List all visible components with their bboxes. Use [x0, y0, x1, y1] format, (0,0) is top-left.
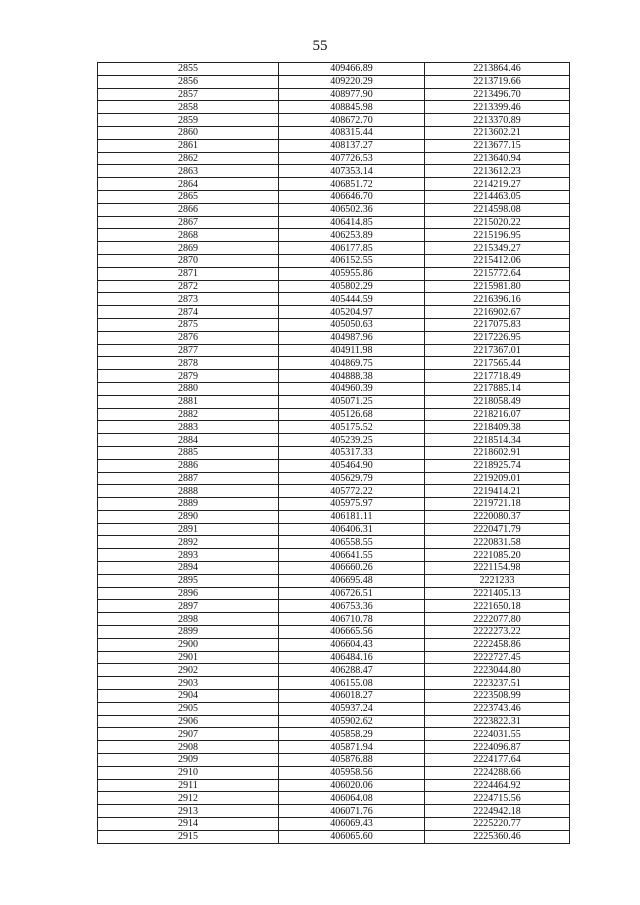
- table-row: [98, 562, 570, 575]
- point-number-cell: 2903: [98, 677, 279, 690]
- x-coordinate-cell: 405204.97: [279, 306, 425, 319]
- point-number-cell: 2860: [98, 126, 279, 139]
- x-coordinate-cell: 406753.36: [279, 600, 425, 613]
- point-number-cell: 2895: [98, 574, 279, 587]
- y-coordinate-cell: 2220080.37: [425, 510, 570, 523]
- table-row: [98, 267, 570, 280]
- table-row: [98, 190, 570, 203]
- point-number-cell: 2878: [98, 357, 279, 370]
- x-coordinate-cell: 406641.55: [279, 549, 425, 562]
- point-number-cell: 2870: [98, 254, 279, 267]
- y-coordinate-cell: 2213370.89: [425, 114, 570, 127]
- x-coordinate-cell: 406558.55: [279, 536, 425, 549]
- y-coordinate-cell: 2216396.16: [425, 293, 570, 306]
- point-number-cell: 2889: [98, 498, 279, 511]
- y-coordinate-cell: 2213399.46: [425, 101, 570, 114]
- y-coordinate-cell: 2217565.44: [425, 357, 570, 370]
- table-row: [98, 613, 570, 626]
- x-coordinate-cell: 405871.94: [279, 741, 425, 754]
- table-row: [98, 126, 570, 139]
- x-coordinate-cell: 409466.89: [279, 63, 425, 76]
- table-row: [98, 331, 570, 344]
- x-coordinate-cell: 408137.27: [279, 139, 425, 152]
- x-coordinate-cell: 404869.75: [279, 357, 425, 370]
- y-coordinate-cell: 2213677.15: [425, 139, 570, 152]
- point-number-cell: 2883: [98, 421, 279, 434]
- x-coordinate-cell: 406726.51: [279, 587, 425, 600]
- table-row: [98, 677, 570, 690]
- y-coordinate-cell: 2223044.80: [425, 664, 570, 677]
- y-coordinate-cell: 2218925.74: [425, 459, 570, 472]
- point-number-cell: 2855: [98, 63, 279, 76]
- y-coordinate-cell: 2215196.95: [425, 229, 570, 242]
- x-coordinate-cell: 406071.76: [279, 805, 425, 818]
- x-coordinate-cell: 405772.22: [279, 485, 425, 498]
- y-coordinate-cell: 2213864.46: [425, 63, 570, 76]
- x-coordinate-cell: 406253.89: [279, 229, 425, 242]
- table-row: [98, 485, 570, 498]
- y-coordinate-cell: 2213640.94: [425, 152, 570, 165]
- point-number-cell: 2913: [98, 805, 279, 818]
- x-coordinate-cell: 405444.59: [279, 293, 425, 306]
- table-row: [98, 728, 570, 741]
- x-coordinate-cell: 406065.60: [279, 830, 425, 843]
- y-coordinate-cell: 2224096.87: [425, 741, 570, 754]
- point-number-cell: 2861: [98, 139, 279, 152]
- table-row: [98, 165, 570, 178]
- x-coordinate-cell: 405858.29: [279, 728, 425, 741]
- point-number-cell: 2891: [98, 523, 279, 536]
- point-number-cell: 2858: [98, 101, 279, 114]
- y-coordinate-cell: 2215020.22: [425, 216, 570, 229]
- table-row: [98, 510, 570, 523]
- y-coordinate-cell: 2223237.51: [425, 677, 570, 690]
- table-row: [98, 75, 570, 88]
- x-coordinate-cell: 406695.48: [279, 574, 425, 587]
- x-coordinate-cell: 407726.53: [279, 152, 425, 165]
- point-number-cell: 2900: [98, 638, 279, 651]
- x-coordinate-cell: 405902.62: [279, 715, 425, 728]
- table-row: [98, 370, 570, 383]
- table-row: [98, 498, 570, 511]
- table-row: [98, 203, 570, 216]
- y-coordinate-cell: 2214219.27: [425, 178, 570, 191]
- y-coordinate-cell: 2215981.80: [425, 280, 570, 293]
- point-number-cell: 2881: [98, 395, 279, 408]
- table-row: [98, 318, 570, 331]
- x-coordinate-cell: 409220.29: [279, 75, 425, 88]
- x-coordinate-cell: 405958.56: [279, 766, 425, 779]
- y-coordinate-cell: 2215349.27: [425, 242, 570, 255]
- point-number-cell: 2890: [98, 510, 279, 523]
- y-coordinate-cell: 2217226.95: [425, 331, 570, 344]
- y-coordinate-cell: 2217885.14: [425, 382, 570, 395]
- x-coordinate-cell: 405975.97: [279, 498, 425, 511]
- table-row: [98, 805, 570, 818]
- table-row: [98, 830, 570, 843]
- point-number-cell: 2915: [98, 830, 279, 843]
- page-number: 55: [312, 38, 328, 54]
- x-coordinate-cell: 406406.31: [279, 523, 425, 536]
- y-coordinate-cell: 2223822.31: [425, 715, 570, 728]
- point-number-cell: 2867: [98, 216, 279, 229]
- point-number-cell: 2882: [98, 408, 279, 421]
- table-row: [98, 63, 570, 76]
- y-coordinate-cell: 2223743.46: [425, 702, 570, 715]
- point-number-cell: 2906: [98, 715, 279, 728]
- y-coordinate-cell: 2222273.22: [425, 626, 570, 639]
- x-coordinate-cell: 408672.70: [279, 114, 425, 127]
- point-number-cell: 2859: [98, 114, 279, 127]
- y-coordinate-cell: 2217718.49: [425, 370, 570, 383]
- x-coordinate-cell: 406414.85: [279, 216, 425, 229]
- table-row: [98, 664, 570, 677]
- coordinates-table-body: [98, 63, 570, 844]
- y-coordinate-cell: 2221650.18: [425, 600, 570, 613]
- table-row: [98, 395, 570, 408]
- point-number-cell: 2894: [98, 562, 279, 575]
- x-coordinate-cell: 405937.24: [279, 702, 425, 715]
- point-number-cell: 2910: [98, 766, 279, 779]
- y-coordinate-cell: 2218409.38: [425, 421, 570, 434]
- table-row: [98, 626, 570, 639]
- table-row: [98, 741, 570, 754]
- point-number-cell: 2864: [98, 178, 279, 191]
- point-number-cell: 2911: [98, 779, 279, 792]
- table-row: [98, 549, 570, 562]
- coordinates-table-container: [97, 62, 569, 844]
- table-row: [98, 242, 570, 255]
- table-row: [98, 280, 570, 293]
- point-number-cell: 2893: [98, 549, 279, 562]
- x-coordinate-cell: 408845.98: [279, 101, 425, 114]
- point-number-cell: 2892: [98, 536, 279, 549]
- point-number-cell: 2887: [98, 472, 279, 485]
- table-row: [98, 216, 570, 229]
- y-coordinate-cell: 2221154.98: [425, 562, 570, 575]
- y-coordinate-cell: 2225220.77: [425, 818, 570, 831]
- y-coordinate-cell: 2221233: [425, 574, 570, 587]
- point-number-cell: 2908: [98, 741, 279, 754]
- table-row: [98, 88, 570, 101]
- y-coordinate-cell: 2219209.01: [425, 472, 570, 485]
- x-coordinate-cell: 406502.36: [279, 203, 425, 216]
- x-coordinate-cell: 408315.44: [279, 126, 425, 139]
- x-coordinate-cell: 405050.63: [279, 318, 425, 331]
- table-row: [98, 254, 570, 267]
- x-coordinate-cell: 405126.68: [279, 408, 425, 421]
- point-number-cell: 2869: [98, 242, 279, 255]
- y-coordinate-cell: 2215412.06: [425, 254, 570, 267]
- table-row: [98, 408, 570, 421]
- point-number-cell: 2897: [98, 600, 279, 613]
- x-coordinate-cell: 406020.06: [279, 779, 425, 792]
- table-row: [98, 229, 570, 242]
- point-number-cell: 2857: [98, 88, 279, 101]
- y-coordinate-cell: 2224715.56: [425, 792, 570, 805]
- table-row: [98, 638, 570, 651]
- point-number-cell: 2907: [98, 728, 279, 741]
- point-number-cell: 2912: [98, 792, 279, 805]
- point-number-cell: 2902: [98, 664, 279, 677]
- x-coordinate-cell: 408977.90: [279, 88, 425, 101]
- x-coordinate-cell: 406710.78: [279, 613, 425, 626]
- x-coordinate-cell: 405629.79: [279, 472, 425, 485]
- x-coordinate-cell: 406665.56: [279, 626, 425, 639]
- y-coordinate-cell: 2224288.66: [425, 766, 570, 779]
- table-row: [98, 344, 570, 357]
- table-row: [98, 293, 570, 306]
- y-coordinate-cell: 2217367.01: [425, 344, 570, 357]
- point-number-cell: 2888: [98, 485, 279, 498]
- table-row: [98, 446, 570, 459]
- point-number-cell: 2856: [98, 75, 279, 88]
- x-coordinate-cell: 404888.38: [279, 370, 425, 383]
- point-number-cell: 2875: [98, 318, 279, 331]
- coordinates-table: [97, 62, 570, 844]
- x-coordinate-cell: 405317.33: [279, 446, 425, 459]
- x-coordinate-cell: 406018.27: [279, 690, 425, 703]
- y-coordinate-cell: 2223508.99: [425, 690, 570, 703]
- table-row: [98, 357, 570, 370]
- y-coordinate-cell: 2214463.05: [425, 190, 570, 203]
- point-number-cell: 2884: [98, 434, 279, 447]
- table-row: [98, 306, 570, 319]
- y-coordinate-cell: 2224031.55: [425, 728, 570, 741]
- x-coordinate-cell: 405802.29: [279, 280, 425, 293]
- y-coordinate-cell: 2219414.21: [425, 485, 570, 498]
- x-coordinate-cell: 406660.26: [279, 562, 425, 575]
- table-row: [98, 536, 570, 549]
- y-coordinate-cell: 2215772.64: [425, 267, 570, 280]
- y-coordinate-cell: 2220831.58: [425, 536, 570, 549]
- y-coordinate-cell: 2218514.34: [425, 434, 570, 447]
- table-row: [98, 421, 570, 434]
- table-row: [98, 702, 570, 715]
- y-coordinate-cell: 2225360.46: [425, 830, 570, 843]
- x-coordinate-cell: 407353.14: [279, 165, 425, 178]
- y-coordinate-cell: 2222727.45: [425, 651, 570, 664]
- point-number-cell: 2868: [98, 229, 279, 242]
- table-row: [98, 574, 570, 587]
- y-coordinate-cell: 2220471.79: [425, 523, 570, 536]
- table-row: [98, 114, 570, 127]
- table-row: [98, 178, 570, 191]
- x-coordinate-cell: 404987.96: [279, 331, 425, 344]
- point-number-cell: 2866: [98, 203, 279, 216]
- y-coordinate-cell: 2222077.80: [425, 613, 570, 626]
- table-row: [98, 382, 570, 395]
- x-coordinate-cell: 406646.70: [279, 190, 425, 203]
- y-coordinate-cell: 2213719.66: [425, 75, 570, 88]
- point-number-cell: 2901: [98, 651, 279, 664]
- table-row: [98, 587, 570, 600]
- x-coordinate-cell: 406069.43: [279, 818, 425, 831]
- point-number-cell: 2904: [98, 690, 279, 703]
- table-row: [98, 101, 570, 114]
- x-coordinate-cell: 405876.88: [279, 754, 425, 767]
- y-coordinate-cell: 2221085.20: [425, 549, 570, 562]
- x-coordinate-cell: 406064.08: [279, 792, 425, 805]
- point-number-cell: 2873: [98, 293, 279, 306]
- y-coordinate-cell: 2213612.23: [425, 165, 570, 178]
- y-coordinate-cell: 2221405.13: [425, 587, 570, 600]
- point-number-cell: 2879: [98, 370, 279, 383]
- point-number-cell: 2886: [98, 459, 279, 472]
- y-coordinate-cell: 2219721.18: [425, 498, 570, 511]
- x-coordinate-cell: 406288.47: [279, 664, 425, 677]
- point-number-cell: 2863: [98, 165, 279, 178]
- y-coordinate-cell: 2213496.70: [425, 88, 570, 101]
- point-number-cell: 2876: [98, 331, 279, 344]
- table-row: [98, 434, 570, 447]
- point-number-cell: 2885: [98, 446, 279, 459]
- point-number-cell: 2865: [98, 190, 279, 203]
- table-row: [98, 766, 570, 779]
- point-number-cell: 2898: [98, 613, 279, 626]
- point-number-cell: 2877: [98, 344, 279, 357]
- point-number-cell: 2871: [98, 267, 279, 280]
- table-row: [98, 139, 570, 152]
- table-row: [98, 600, 570, 613]
- table-row: [98, 152, 570, 165]
- x-coordinate-cell: 404911.98: [279, 344, 425, 357]
- y-coordinate-cell: 2217075.83: [425, 318, 570, 331]
- table-row: [98, 651, 570, 664]
- table-row: [98, 690, 570, 703]
- y-coordinate-cell: 2224942.18: [425, 805, 570, 818]
- y-coordinate-cell: 2218216.07: [425, 408, 570, 421]
- y-coordinate-cell: 2218058.49: [425, 395, 570, 408]
- x-coordinate-cell: 406152.55: [279, 254, 425, 267]
- y-coordinate-cell: 2218602.91: [425, 446, 570, 459]
- point-number-cell: 2880: [98, 382, 279, 395]
- point-number-cell: 2914: [98, 818, 279, 831]
- point-number-cell: 2872: [98, 280, 279, 293]
- x-coordinate-cell: 406604.43: [279, 638, 425, 651]
- x-coordinate-cell: 406155.08: [279, 677, 425, 690]
- point-number-cell: 2899: [98, 626, 279, 639]
- table-row: [98, 459, 570, 472]
- y-coordinate-cell: 2216902.67: [425, 306, 570, 319]
- point-number-cell: 2896: [98, 587, 279, 600]
- point-number-cell: 2905: [98, 702, 279, 715]
- table-row: [98, 523, 570, 536]
- y-coordinate-cell: 2224464.92: [425, 779, 570, 792]
- y-coordinate-cell: 2213602.21: [425, 126, 570, 139]
- point-number-cell: 2862: [98, 152, 279, 165]
- y-coordinate-cell: 2224177.64: [425, 754, 570, 767]
- table-row: [98, 779, 570, 792]
- x-coordinate-cell: 406177.85: [279, 242, 425, 255]
- x-coordinate-cell: 405175.52: [279, 421, 425, 434]
- x-coordinate-cell: 405071.25: [279, 395, 425, 408]
- x-coordinate-cell: 405955.86: [279, 267, 425, 280]
- table-row: [98, 792, 570, 805]
- x-coordinate-cell: 405464.90: [279, 459, 425, 472]
- y-coordinate-cell: 2222458.86: [425, 638, 570, 651]
- table-row: [98, 715, 570, 728]
- x-coordinate-cell: 404960.39: [279, 382, 425, 395]
- x-coordinate-cell: 405239.25: [279, 434, 425, 447]
- table-row: [98, 754, 570, 767]
- table-row: [98, 818, 570, 831]
- x-coordinate-cell: 406851.72: [279, 178, 425, 191]
- table-row: [98, 472, 570, 485]
- y-coordinate-cell: 2214598.08: [425, 203, 570, 216]
- x-coordinate-cell: 406484.16: [279, 651, 425, 664]
- point-number-cell: 2909: [98, 754, 279, 767]
- point-number-cell: 2874: [98, 306, 279, 319]
- x-coordinate-cell: 406181.11: [279, 510, 425, 523]
